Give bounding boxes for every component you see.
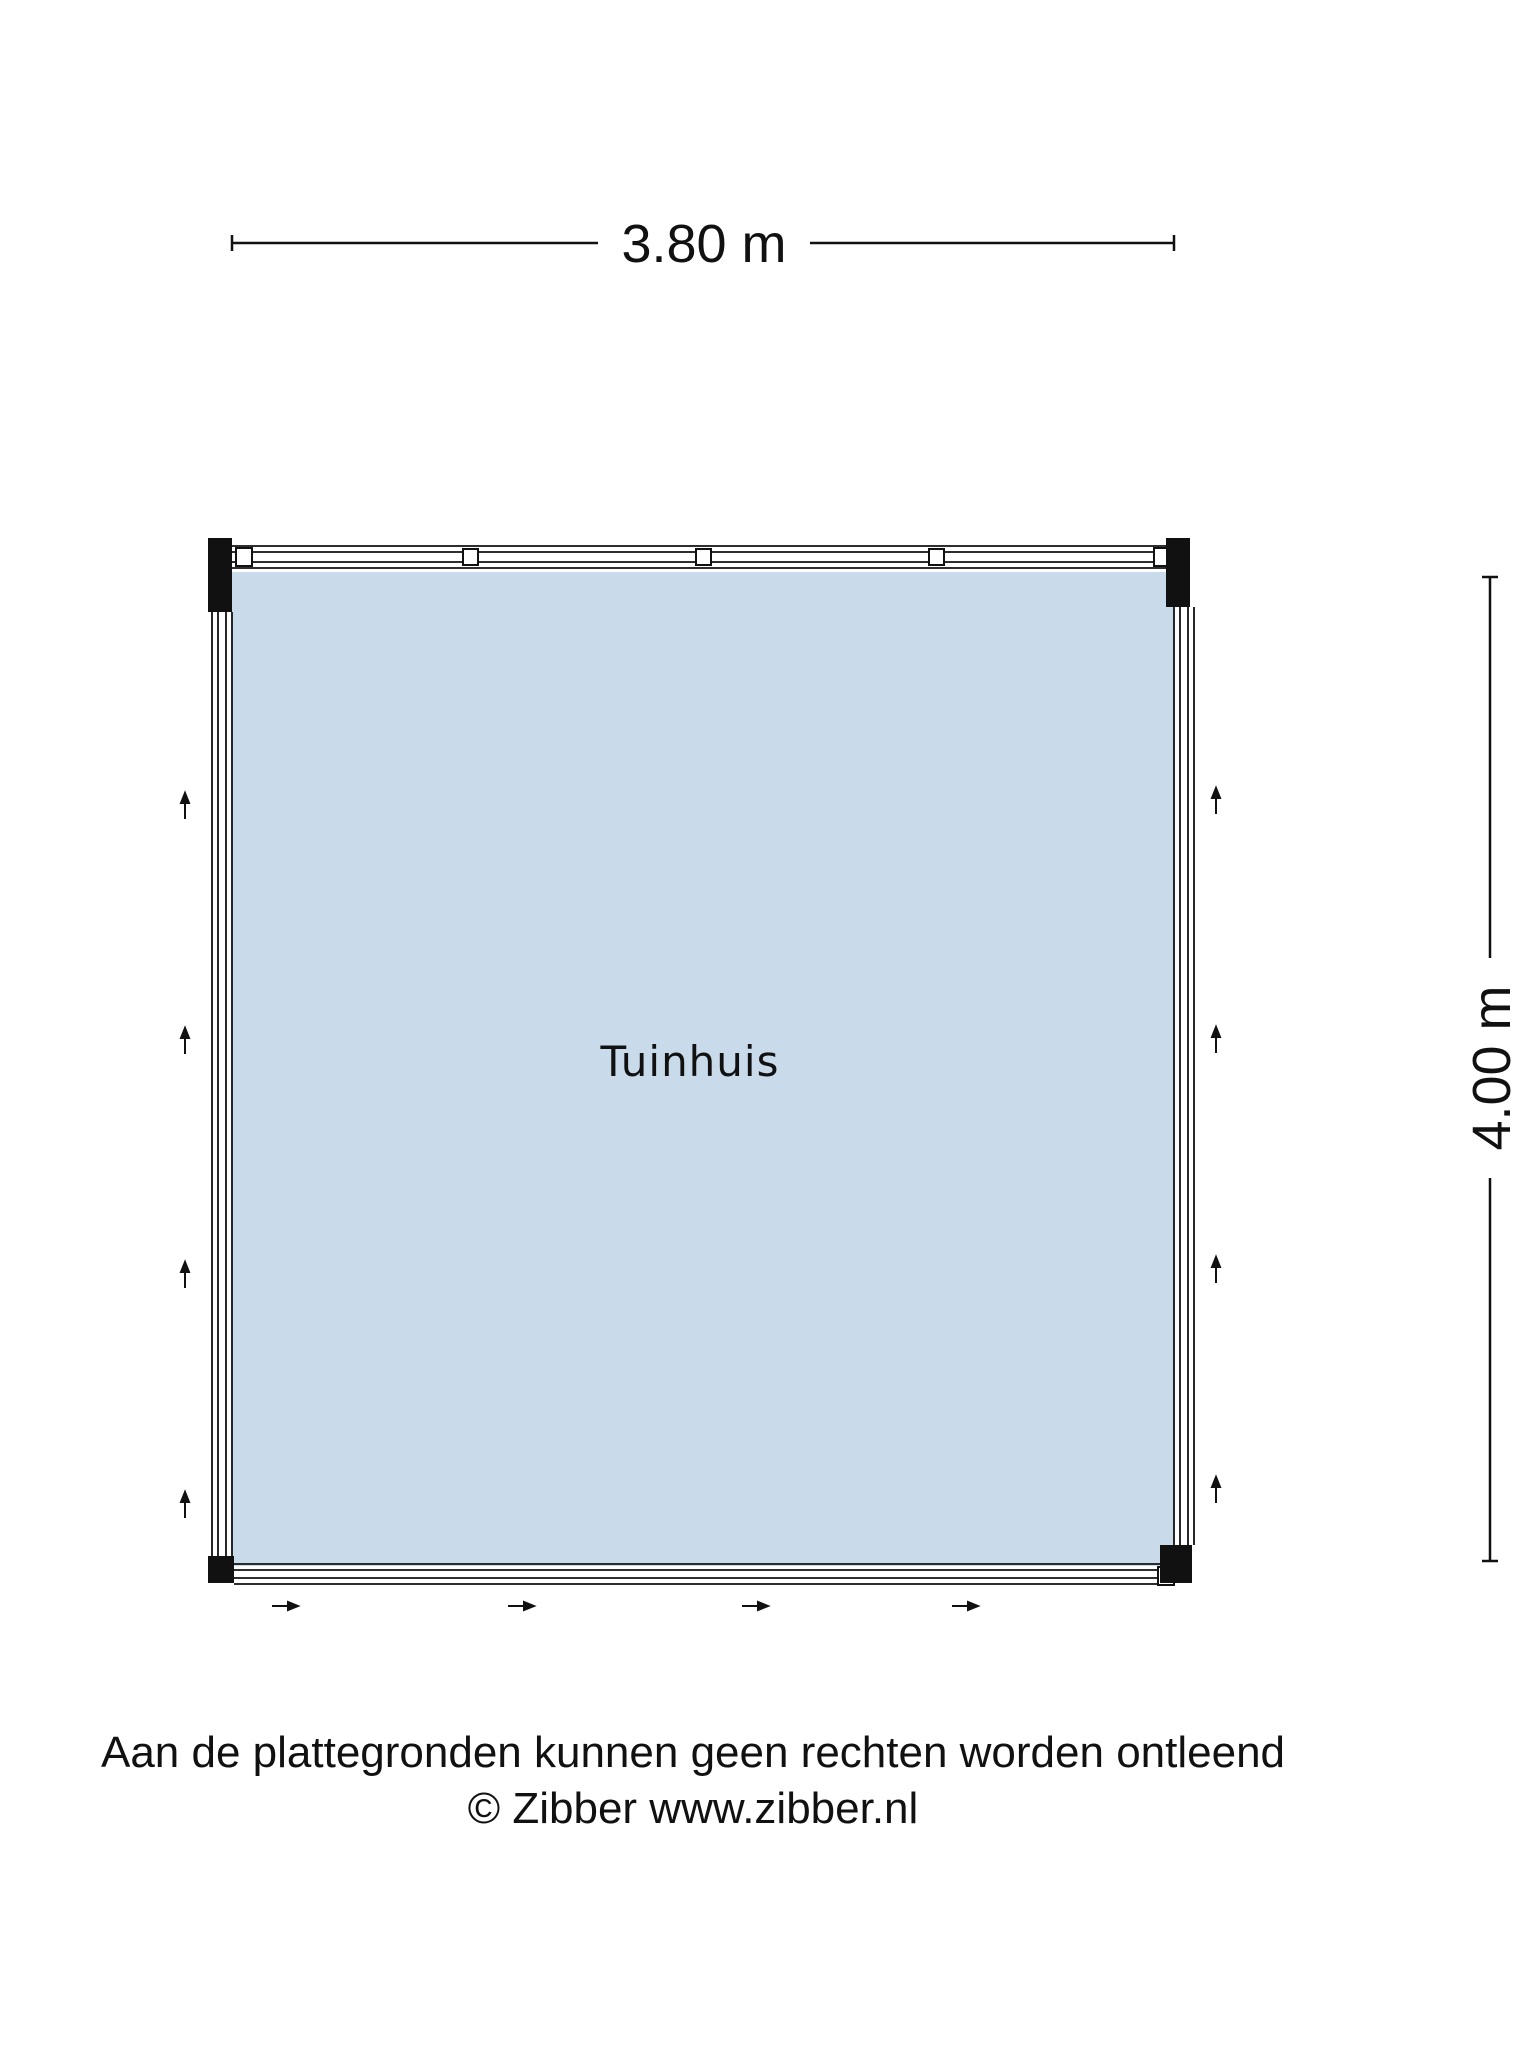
window-mullions — [236, 548, 1170, 566]
arrow-up-icon — [181, 1492, 189, 1518]
corner-post-bottom-left — [208, 1556, 234, 1583]
corner-post-top-right — [1166, 538, 1190, 607]
depth-dimension-label: 4.00 m — [1462, 985, 1522, 1151]
right-slide-arrows — [1212, 788, 1220, 1503]
arrow-right-icon — [742, 1602, 768, 1610]
corner-post-bottom-right — [1160, 1545, 1192, 1583]
arrow-right-icon — [272, 1602, 298, 1610]
width-dimension-label: 3.80 m — [621, 214, 787, 274]
left-window-wall — [212, 612, 232, 1563]
arrow-up-icon — [181, 1028, 189, 1054]
arrow-right-icon — [952, 1602, 978, 1610]
bottom-slide-arrows — [272, 1602, 978, 1610]
arrow-up-icon — [1212, 1027, 1220, 1053]
footer-disclaimer: Aan de plattegronden kunnen geen rechten worden ontleend — [100, 1728, 1286, 1777]
arrow-up-icon — [1212, 788, 1220, 814]
right-window-wall — [1174, 607, 1194, 1545]
corner-post-top-left — [208, 538, 232, 612]
arrow-up-icon — [1212, 1257, 1220, 1283]
left-slide-arrows — [181, 793, 189, 1518]
bottom-window-wall — [234, 1564, 1160, 1584]
arrow-right-icon — [508, 1602, 534, 1610]
arrow-up-icon — [181, 1262, 189, 1288]
footer-copyright: © Zibber www.zibber.nl — [467, 1784, 919, 1833]
arrow-up-icon — [1212, 1477, 1220, 1503]
arrow-up-icon — [181, 793, 189, 819]
room-label: Tuinhuis — [600, 1037, 780, 1086]
